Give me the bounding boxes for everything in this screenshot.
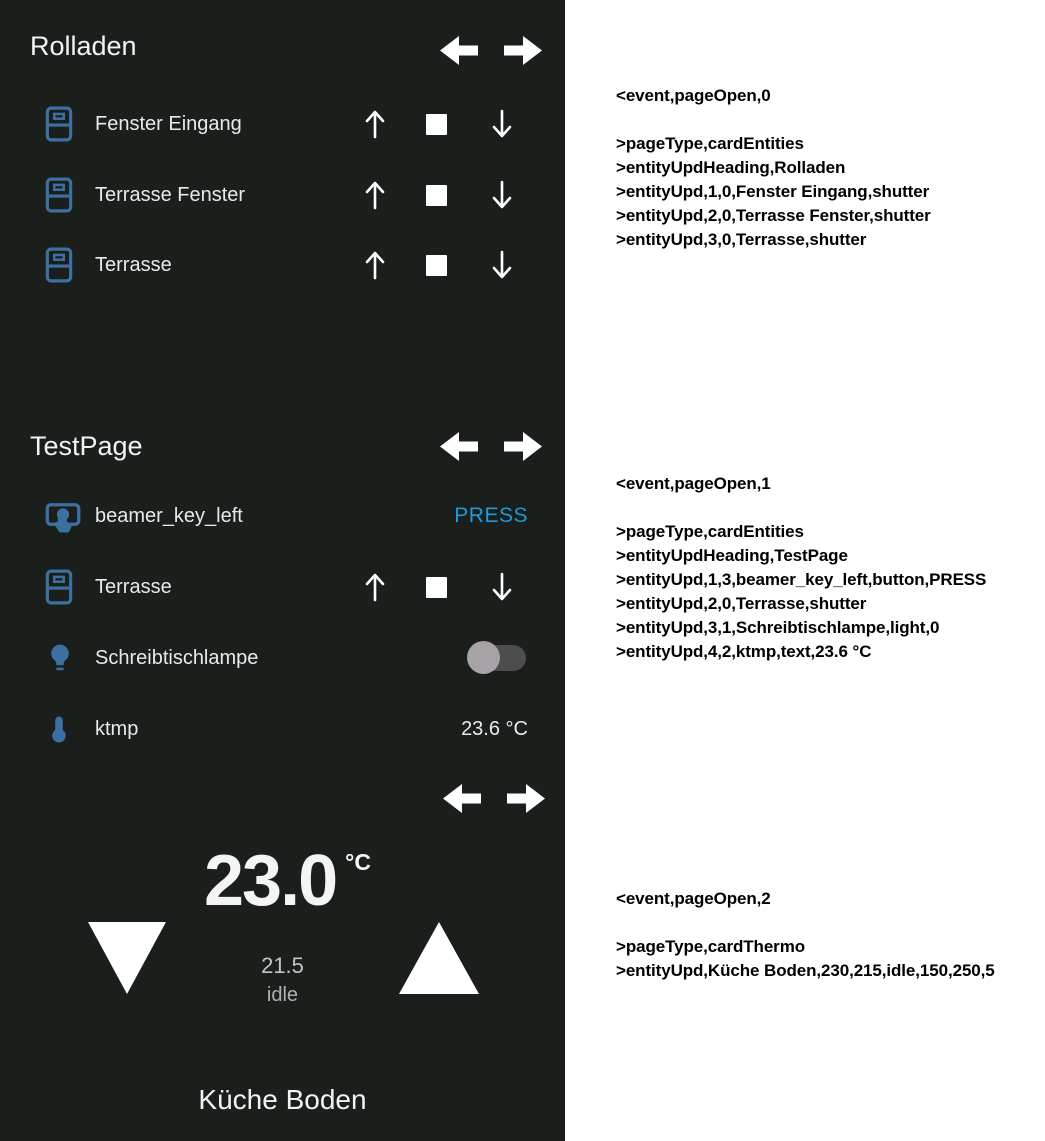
entity-row <box>0 494 565 538</box>
stop-square-icon <box>426 255 447 276</box>
page-title-testpage: TestPage <box>30 431 143 461</box>
current-temperature-value: 23.0 <box>204 841 337 921</box>
log-line: >pageType,cardEntities <box>616 522 804 541</box>
thermometer-icon <box>44 711 80 747</box>
entity-row <box>0 565 565 609</box>
log-line: <event,pageOpen,2 <box>616 889 771 908</box>
lightbulb-icon <box>44 640 80 676</box>
entity-label: Schreibtischlampe <box>95 647 259 669</box>
shutter-stop-button[interactable] <box>424 177 448 213</box>
entity-row <box>0 173 565 217</box>
log-block-page0 <box>616 84 1036 252</box>
log-line: >entityUpd,3,1,Schreibtischlampe,light,0 <box>616 618 940 637</box>
shutter-stop-button[interactable] <box>424 569 448 605</box>
shutter-down-button[interactable] <box>490 177 514 213</box>
stop-square-icon <box>426 114 447 135</box>
shutter-down-button[interactable] <box>490 569 514 605</box>
shutter-up-button[interactable] <box>363 106 387 142</box>
log-line: >entityUpd,2,0,Terrasse Fenster,shutter <box>616 206 931 225</box>
nav-next-button[interactable] <box>504 35 542 66</box>
arrow-right-icon <box>504 35 542 66</box>
log-line: >entityUpd,1,3,beamer_key_left,button,PRESS <box>616 570 987 589</box>
arrow-left-icon <box>440 431 478 462</box>
thermostat-state: idle <box>266 984 299 1006</box>
shutter-up-button[interactable] <box>363 569 387 605</box>
log-line: >pageType,cardThermo <box>616 937 805 956</box>
light-toggle[interactable] <box>470 645 526 671</box>
nav-prev-button[interactable] <box>443 783 481 814</box>
entity-label: ktmp <box>95 718 139 740</box>
log-line: >pageType,cardEntities <box>616 134 804 153</box>
entity-label: Fenster Eingang <box>95 113 242 135</box>
log-block-page1 <box>616 472 1036 664</box>
toggle-knob <box>467 641 500 674</box>
shutter-down-button[interactable] <box>490 247 514 283</box>
shutter-stop-button[interactable] <box>424 106 448 142</box>
entity-label: Terrasse <box>95 576 172 598</box>
press-button[interactable]: PRESS <box>454 504 528 527</box>
window-shutter-icon <box>44 106 80 142</box>
log-line <box>616 911 1036 935</box>
nav-next-button[interactable] <box>507 783 545 814</box>
entity-label: beamer_key_left <box>95 505 243 527</box>
log-line: >entityUpdHeading,TestPage <box>616 546 848 565</box>
log-line: <event,pageOpen,1 <box>616 474 771 493</box>
shutter-up-button[interactable] <box>363 177 387 213</box>
entity-row <box>0 243 565 287</box>
stop-square-icon <box>426 185 447 206</box>
window-shutter-icon <box>44 177 80 213</box>
nav-next-button[interactable] <box>504 431 542 462</box>
log-line: >entityUpdHeading,Rolladen <box>616 158 846 177</box>
arrow-right-icon <box>507 783 545 814</box>
nav-prev-button[interactable] <box>440 35 478 66</box>
stop-square-icon <box>426 577 447 598</box>
gesture-tap-button-icon <box>44 498 80 534</box>
log-line: >entityUpd,3,0,Terrasse,shutter <box>616 230 867 249</box>
arrow-left-icon <box>443 783 481 814</box>
window-shutter-icon <box>44 247 80 283</box>
entity-label: Terrasse Fenster <box>95 184 246 206</box>
window-shutter-icon <box>44 569 80 605</box>
log-line <box>616 496 1036 520</box>
entity-row <box>0 707 565 751</box>
shutter-up-button[interactable] <box>363 247 387 283</box>
current-temperature <box>204 843 371 919</box>
shutter-stop-button[interactable] <box>424 247 448 283</box>
entity-row <box>0 102 565 146</box>
log-line: <event,pageOpen,0 <box>616 86 771 105</box>
entity-label: Terrasse <box>95 254 172 276</box>
log-line: >entityUpd,2,0,Terrasse,shutter <box>616 594 867 613</box>
nav-prev-button[interactable] <box>440 431 478 462</box>
shutter-down-button[interactable] <box>490 106 514 142</box>
entity-value: 23.6 °C <box>461 718 528 740</box>
thermostat-title: Küche Boden <box>198 1084 367 1115</box>
page-title-rolladen: Rolladen <box>30 31 137 61</box>
log-line: >entityUpd,Küche Boden,230,215,idle,150,250,5 <box>616 961 995 980</box>
arrow-left-icon <box>440 35 478 66</box>
target-temperature: 21.5 <box>261 953 304 978</box>
log-block-page2 <box>616 887 1036 983</box>
log-line: >entityUpd,1,0,Fenster Eingang,shutter <box>616 182 930 201</box>
arrow-right-icon <box>504 431 542 462</box>
log-line <box>616 108 1036 132</box>
entity-row <box>0 636 565 680</box>
log-line: >entityUpd,4,2,ktmp,text,23.6 °C <box>616 642 872 661</box>
temperature-unit: °C <box>345 849 371 875</box>
